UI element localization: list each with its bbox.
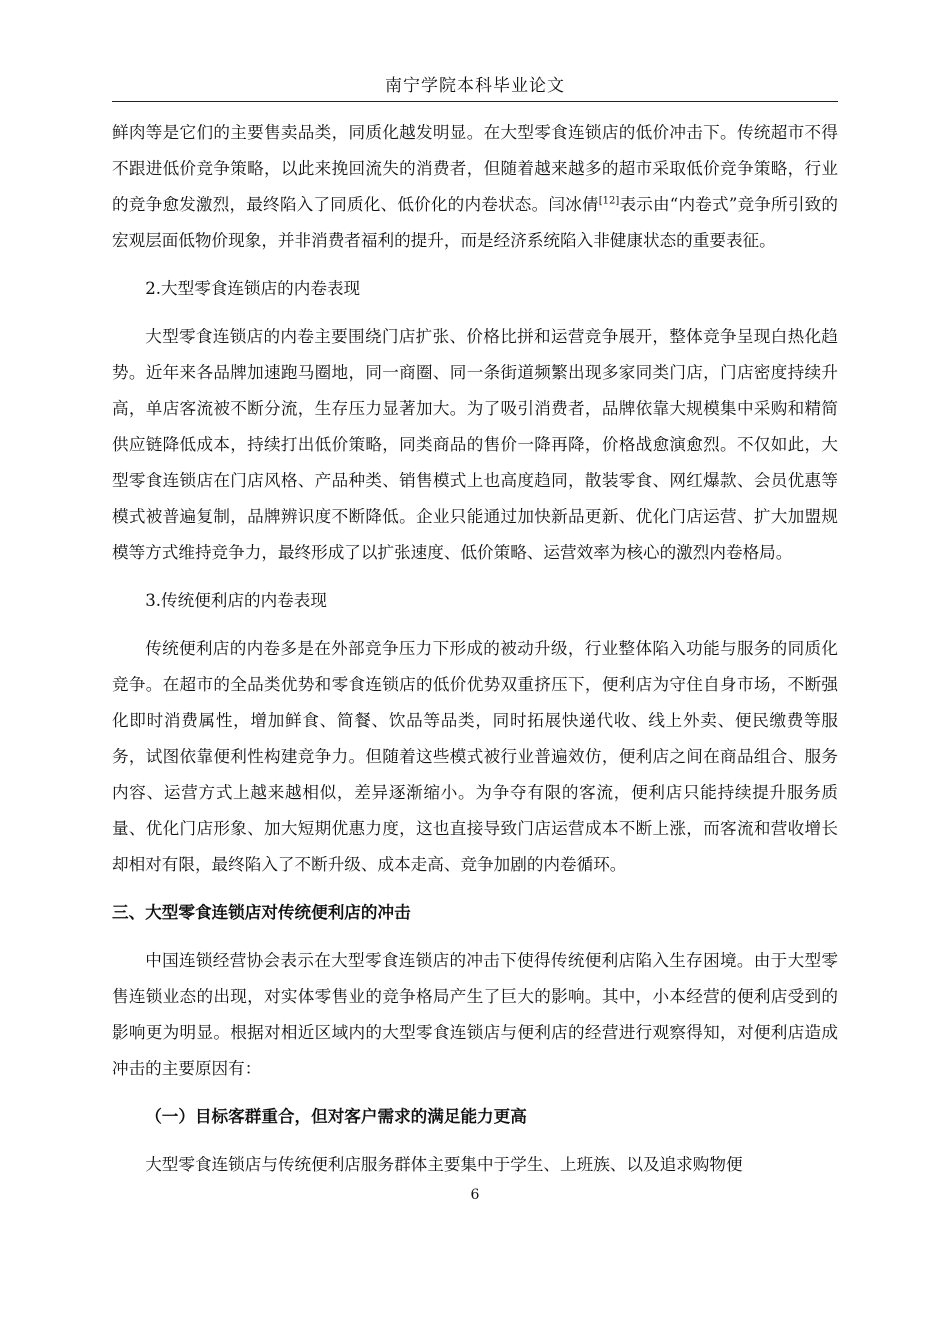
- citation-marker: [12]: [598, 195, 620, 207]
- subheading-part-one: （一）目标客群重合，但对客户需求的满足能力更高: [145, 1107, 527, 1126]
- paragraph-impact-intro: 中国连锁经营协会表示在大型零食连锁店的冲击下使得传统便利店陷入生存困境。由于大型零售连锁业态的出现，对实体零售业的竞争格局产生了巨大的影响。其中，小本经营的便利店受到的影响更为明显。根据对相近区域内的大型零食连锁店与便利店的经营进行观察得知，对便利店造成冲击的主要原因有：: [112, 951, 838, 1078]
- subsection-heading-2: 2.大型零食连锁店的内卷表现: [145, 279, 361, 298]
- subsection-heading-3: 3.传统便利店的内卷表现: [145, 591, 327, 610]
- paragraph-convenience-store-involution: 传统便利店的内卷多是在外部竞争压力下形成的被动升级，行业整体陷入功能与服务的同质化竞争。在超市的全品类优势和零食连锁店的低价优势双重挤压下，便利店为守住自身市场，不断强化即时消费属性，增加鲜食、简餐、饮品等品类，同时拓展快递代收、线上外卖、便民缴费等服务，试图依靠便利性构建竞争力。但随着这些模式被行业普遍效仿，便利店之间在商品组合、服务内容、运营方式上越来越相似，差异逐渐缩小。为争夺有限的客流，便利店只能持续提升服务质量、优化门店形象、加大短期优惠力度，这也直接导致门店运营成本不断上涨，而客流和营收增长却相对有限，最终陷入了不断升级、成本走高、竞争加剧的内卷循环。: [112, 639, 838, 874]
- section-heading-three: 三、大型零食连锁店对传统便利店的冲击: [112, 903, 411, 922]
- header-rule: [112, 101, 838, 102]
- page-number: 6: [470, 1187, 480, 1203]
- paragraph-continued: [112, 115, 838, 259]
- page-body: [112, 115, 838, 1183]
- paragraph-text: 鲜肉等是它们的主要售卖品类，同质化越发明显。在大型零食连锁店的低价冲击下。传统超市不得不跟进低价竞争策略，以此来挽回流失的消费者，但随着越来越多的超市采取低价竞争策略，行业的竞争愈发激烈，最终陷入了同质化、低价化的内卷状态。闫冰倩: [112, 123, 838, 214]
- paragraph-snack-chain-involution: 大型零食连锁店的内卷主要围绕门店扩张、价格比拼和运营竞争展开，整体竞争呈现白热化趋势。近年来各品牌加速跑马圈地，同一商圈、同一条街道频繁出现多家同类门店，门店密度持续升高，单店客流被不断分流，生存压力显著加大。为了吸引消费者，品牌依靠大规模集中采购和精简供应链降低成本，持续打出低价策略，同类商品的售价一降再降，价格战愈演愈烈。不仅如此，大型零食连锁店在门店风格、产品种类、销售模式上也高度趋同，散装零食、网红爆款、会员优惠等模式被普遍复制，品牌辨识度不断降低。企业只能通过加快新品更新、优化门店运营、扩大加盟规模等方式维持竞争力，最终形成了以扩张速度、低价策略、运营效率为核心的激烈内卷格局。: [112, 327, 838, 562]
- paragraph-target-customers: 大型零食连锁店与传统便利店服务群体主要集中于学生、上班族、以及追求购物便: [145, 1155, 743, 1174]
- running-header: 南宁学院本科毕业论文: [385, 76, 565, 96]
- paragraph-text: 表示由“内卷式”竞争所引致的宏观层面低物价现象，并非消费者福利的提升，而是经济系统陷入非健康状态的重要表征。: [112, 195, 838, 250]
